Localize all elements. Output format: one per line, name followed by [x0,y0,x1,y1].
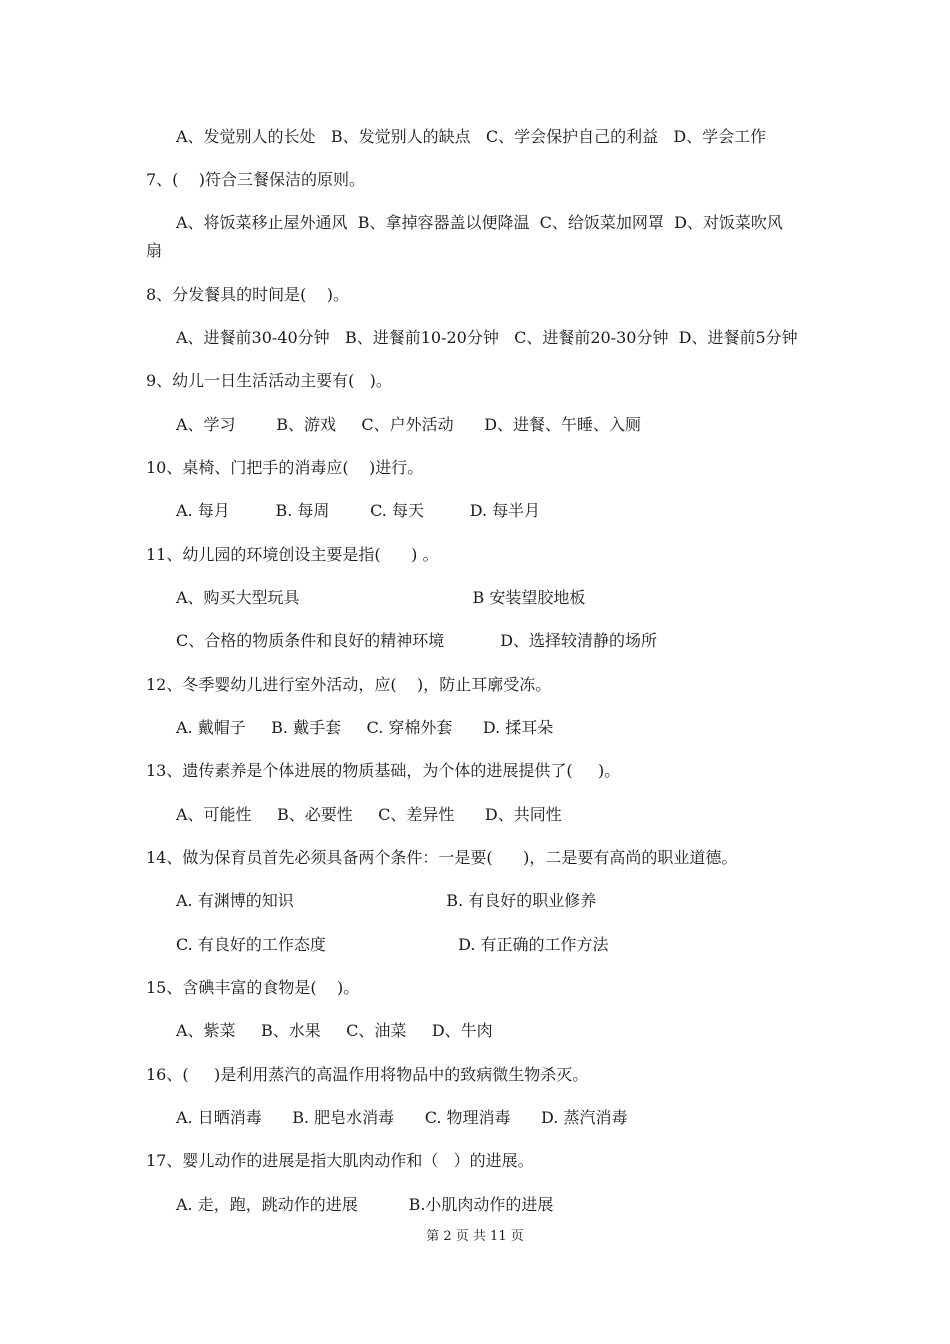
question-7-options: A、将饭菜移止屋外通风 B、拿掉容器盖以便降温 C、给饭菜加网罩 D、对饭菜吹风 [176,213,783,232]
question-15-stem: 15、含碘丰富的食物是( )。 [146,978,360,997]
question-9-stem: 9、幼儿一日生活活动主要有( )。 [146,371,392,390]
question-7-options-continuation: 扇 [146,241,163,260]
question-15-options: A、紫菜 B、水果 C、油菜 D、牛肉 [176,1021,493,1040]
question-14-options-row-2: C. 有良好的工作态度 D. 有正确的工作方法 [176,935,609,954]
question-11-stem: 11、幼儿园的环境创设主要是指( ) 。 [146,545,439,564]
question-17-stem: 17、婴儿动作的进展是指大肌肉动作和（ ）的进展。 [146,1151,534,1170]
question-8-options: A、进餐前30-40分钟 B、进餐前10-20分钟 C、进餐前20-30分钟 D、进餐前5分钟 [176,328,798,347]
question-16-options: A. 日晒消毒 B. 肥皂水消毒 C. 物理消毒 D. 蒸汽消毒 [176,1108,628,1127]
question-14-options-row-1: A. 有渊博的知识 B. 有良好的职业修养 [176,891,597,910]
question-12-options: A. 戴帽子 B. 戴手套 C. 穿棉外套 D. 揉耳朵 [176,718,554,737]
page-number-footer: 第 2 页 共 11 页 [426,1229,524,1244]
question-10-options: A. 每月 B. 每周 C. 每天 D. 每半月 [176,501,541,520]
question-13-options: A、可能性 B、必要性 C、差异性 D、共同性 [176,805,562,824]
question-6-options: A、发觉别人的长处 B、发觉别人的缺点 C、学会保护自己的利益 D、学会工作 [176,127,767,146]
question-8-stem: 8、分发餐具的时间是( )。 [146,285,350,304]
question-12-stem: 12、冬季婴幼儿进行室外活动，应( )，防止耳廓受冻。 [146,675,552,694]
question-16-stem: 16、( )是利用蒸汽的高温作用将物品中的致病微生物杀灭。 [146,1065,589,1084]
question-13-stem: 13、遗传素养是个体进展的物质基础，为个体的进展提供了( )。 [146,761,621,780]
question-11-options-row-1: A、购买大型玩具 B 安装望胶地板 [176,588,586,607]
question-14-stem: 14、做为保育员首先必须具备两个条件：一是要( )，二是要有高尚的职业道德。 [146,848,738,867]
question-17-options: A. 走，跑，跳动作的进展 B.小肌肉动作的进展 [176,1195,554,1214]
question-7-stem: 7、( )符合三餐保洁的原则。 [146,170,366,189]
question-10-stem: 10、桌椅、门把手的消毒应( )进行。 [146,458,424,477]
question-11-options-row-2: C、合格的物质条件和良好的精神环境 D、选择较清静的场所 [176,631,658,650]
question-9-options: A、学习 B、游戏 C、户外活动 D、进餐、午睡、入厕 [176,415,642,434]
